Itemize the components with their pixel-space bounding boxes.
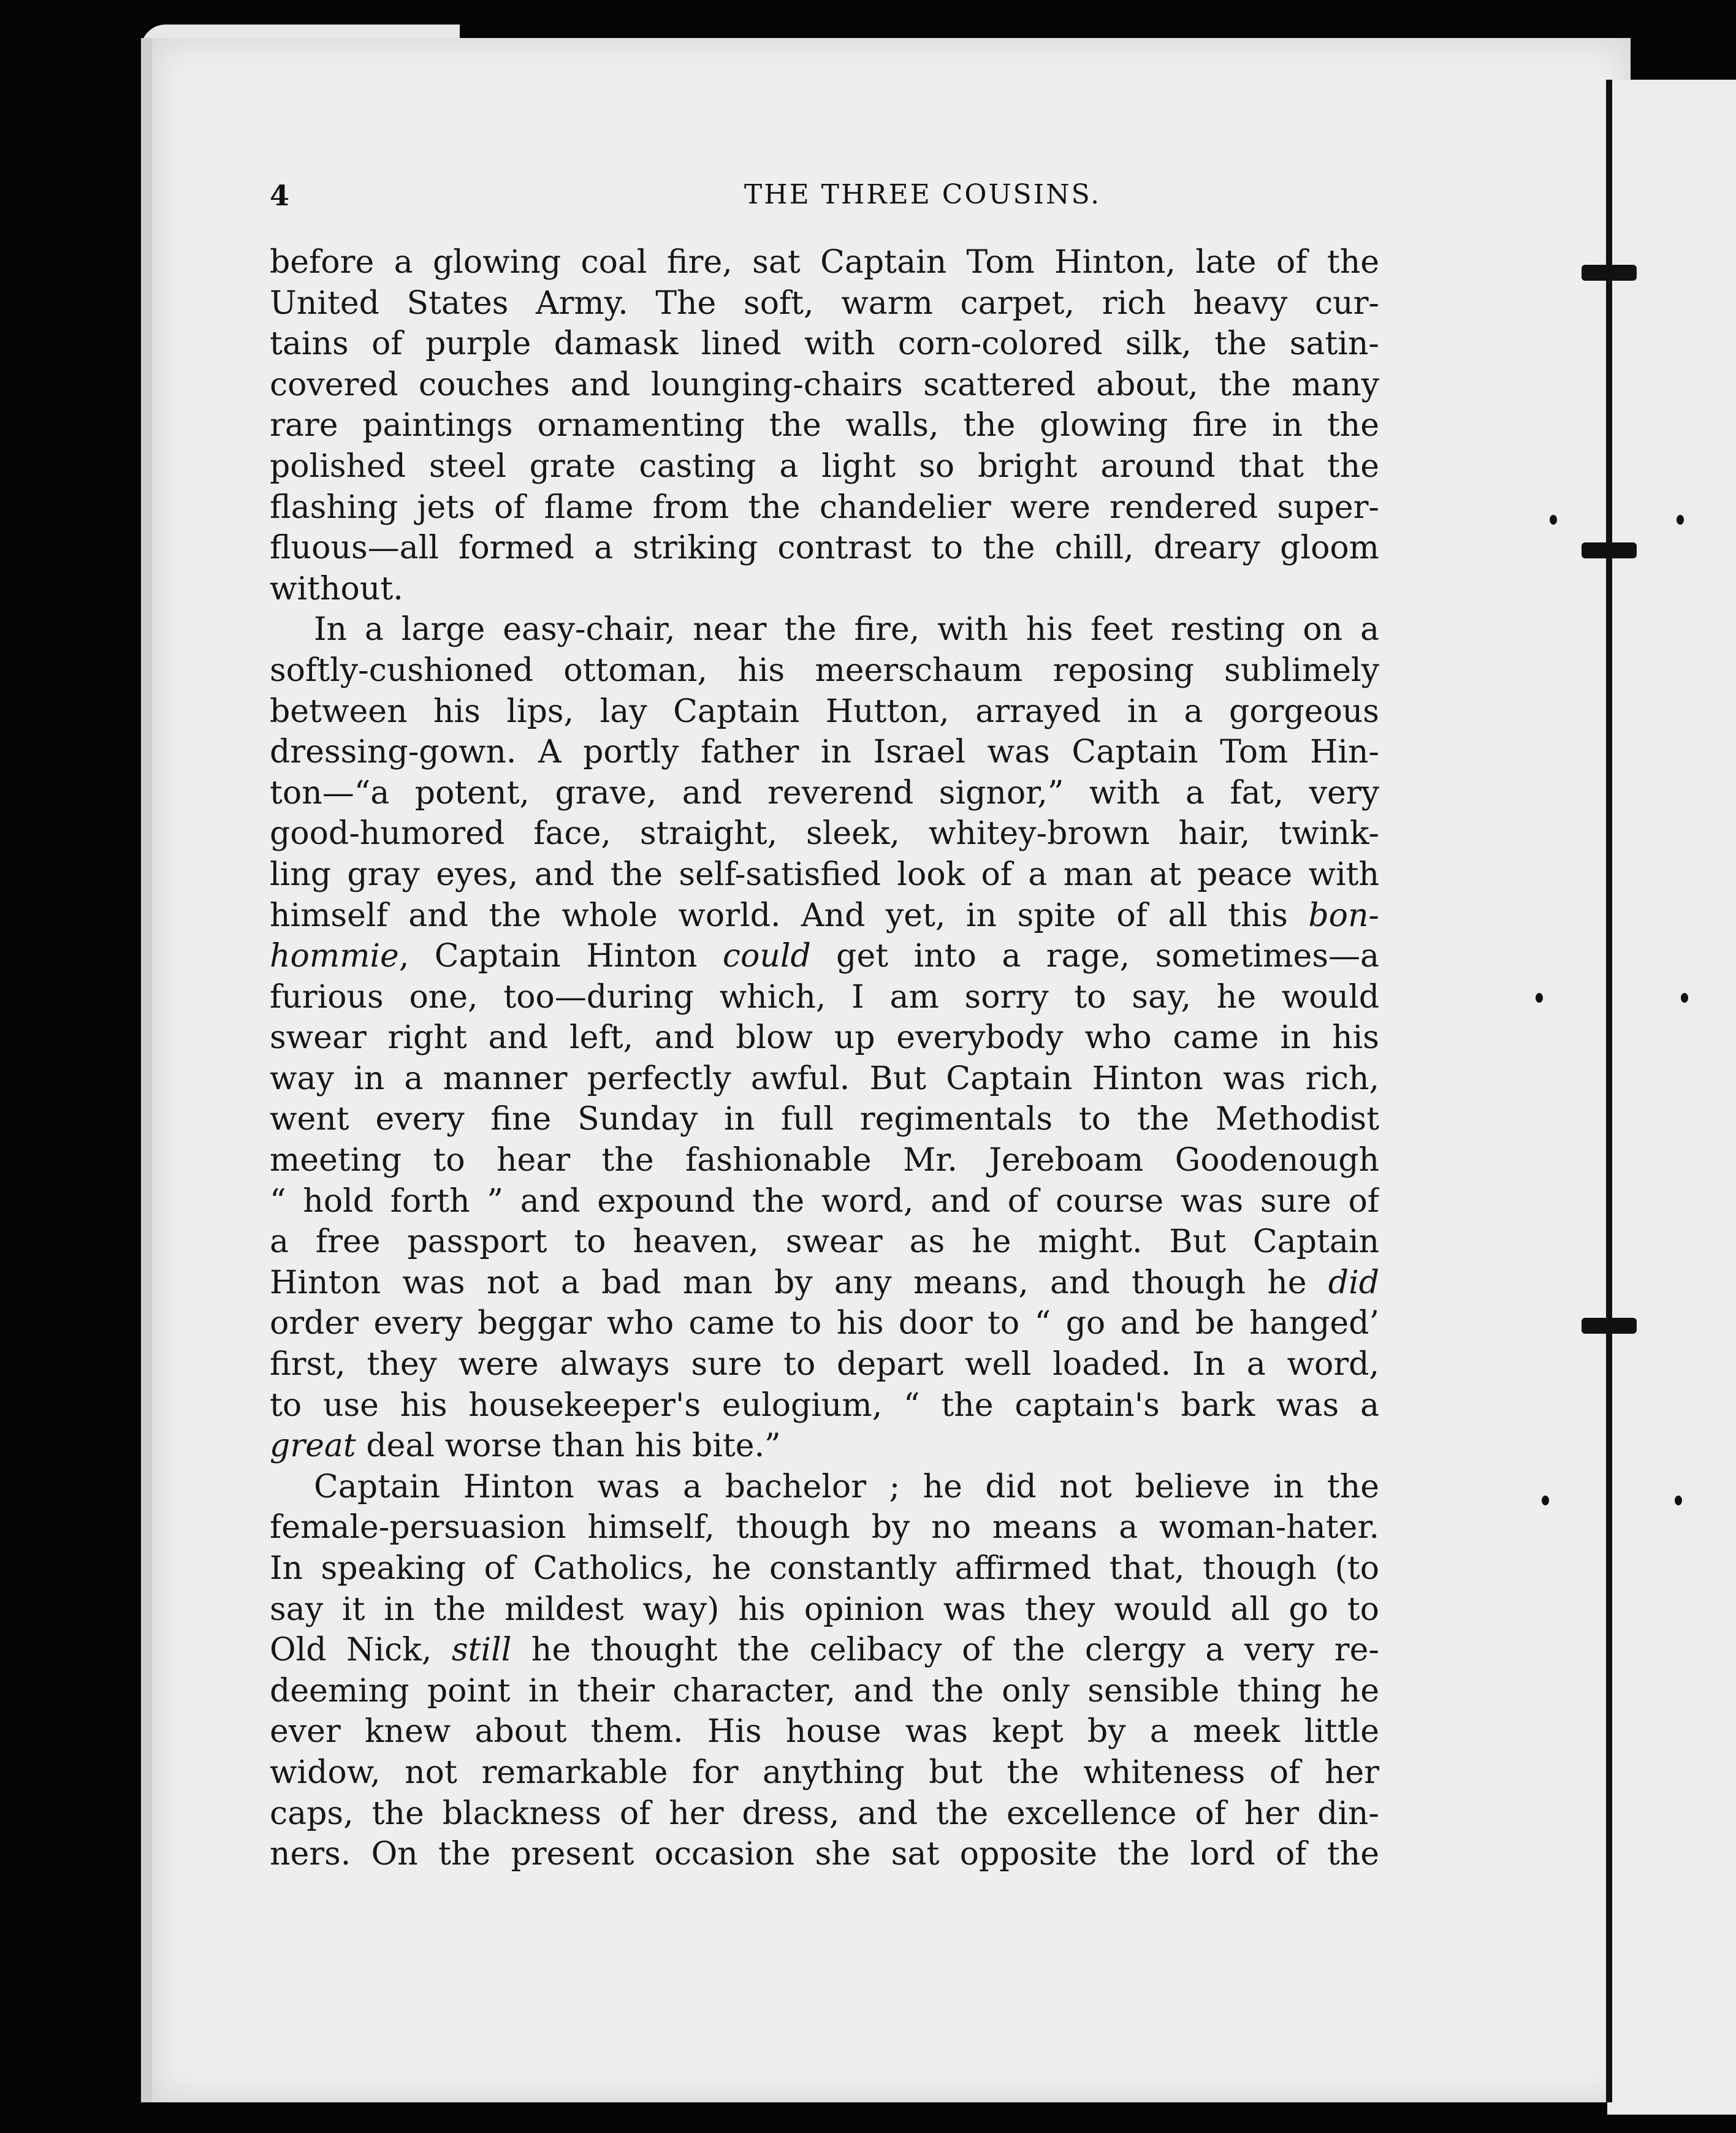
- text-line: [270, 1385, 1379, 1426]
- text-line: [270, 283, 1379, 324]
- binding-hole-mark: [1681, 993, 1688, 1003]
- text-run: Captain Hinton was a bachelor ; he did not believe in the: [314, 1468, 1379, 1505]
- text-line: [270, 1099, 1379, 1140]
- text-line: [270, 1711, 1379, 1752]
- text-run: went every fine Sunday in full regimentals to the Methodist: [270, 1101, 1379, 1138]
- text-line: [270, 1344, 1379, 1385]
- binding-hole-mark: [1536, 993, 1543, 1003]
- text-run: good-humored face, straight, sleek, whitey-brown hair, twink-: [270, 815, 1379, 853]
- text-line: [270, 691, 1379, 732]
- adjacent-page-edge: [1607, 80, 1736, 2115]
- text-line: [270, 1793, 1379, 1835]
- text-run: , Captain Hinton: [398, 938, 723, 975]
- text-run: without.: [270, 570, 403, 607]
- binding-clip-3: [1582, 1318, 1637, 1334]
- text-run: “ hold forth ” and expound the word, and of course was sure of: [270, 1182, 1379, 1220]
- text-run: ners. On the present occasion she sat opposite the lord of the: [270, 1836, 1379, 1873]
- text-run: Hinton was not a bad man by any means, and though he: [270, 1264, 1328, 1301]
- text-line: [270, 1140, 1379, 1181]
- text-run: rare paintings ornamenting the walls, the glowing fire in the: [270, 407, 1379, 444]
- text-run: deeming point in their character, and the only sensible thing he: [270, 1672, 1379, 1709]
- text-line: [270, 1263, 1379, 1304]
- text-line: [270, 242, 1379, 283]
- text-line: [270, 1303, 1379, 1344]
- text-line: [270, 854, 1379, 895]
- binding-hole-mark: [1550, 515, 1557, 525]
- italic-word: bon-: [1308, 897, 1379, 934]
- text-run: first, they were always sure to depart well loaded. In a word,: [270, 1346, 1379, 1383]
- text-line: [270, 1017, 1379, 1059]
- binding-clip-1: [1582, 265, 1637, 281]
- binding-clip-2: [1582, 542, 1637, 558]
- text-run: get into a rage, sometimes—a: [810, 938, 1379, 975]
- text-run: between his lips, lay Captain Hutton, arrayed in a gorgeous: [270, 693, 1379, 730]
- text-line: [270, 1426, 1379, 1467]
- italic-word: did: [1328, 1264, 1379, 1301]
- text-run: covered couches and lounging-chairs scattered about, the many: [270, 366, 1379, 403]
- text-run: softly-cushioned ottoman, his meerschaum reposing sublimely: [270, 652, 1379, 689]
- text-line: [270, 1467, 1379, 1508]
- italic-word: great: [270, 1428, 356, 1465]
- text-run: polished steel grate casting a light so bright around that the: [270, 447, 1379, 485]
- text-line: [270, 528, 1379, 569]
- running-head: THE THREE COUSINS.: [744, 179, 1102, 210]
- text-run: dressing-gown. A portly father in Israel was Captain Tom Hin-: [270, 734, 1379, 771]
- text-line: [270, 324, 1379, 365]
- body-text: [270, 242, 1379, 1875]
- text-run: flashing jets of flame from the chandelier were rendered super-: [270, 489, 1379, 526]
- text-run: meeting to hear the fashionable Mr. Jereboam Goodenough: [270, 1142, 1379, 1179]
- page-number: 4: [270, 179, 290, 212]
- text-run: fluous—all formed a striking contrast to the chill, dreary gloom: [270, 530, 1379, 567]
- text-line: [270, 1222, 1379, 1263]
- binding-gutter: [1606, 80, 1612, 2102]
- text-run: In a large easy-chair, near the fire, with his feet resting on a: [314, 611, 1379, 648]
- text-line: [270, 446, 1379, 487]
- text-run: order every beggar who came to his door to “ go and be hanged’: [270, 1305, 1379, 1342]
- italic-word: still: [451, 1632, 512, 1669]
- text-run: ton—“a potent, grave, and reverend signor,” with a fat, very: [270, 774, 1379, 812]
- text-line: [270, 977, 1379, 1018]
- binding-hole-mark: [1677, 515, 1684, 525]
- text-line: [270, 1059, 1379, 1100]
- text-run: Old Nick,: [270, 1632, 452, 1669]
- text-line: [270, 405, 1379, 446]
- text-line: [270, 895, 1379, 937]
- text-line: [270, 487, 1379, 528]
- text-run: swear right and left, and blow up everybody who came in his: [270, 1019, 1379, 1057]
- italic-word: hommie: [270, 938, 399, 975]
- text-line: [270, 609, 1379, 650]
- text-line: [270, 1834, 1379, 1875]
- text-line: [270, 1671, 1379, 1712]
- text-run: In speaking of Catholics, he constantly affirmed that, though (to: [270, 1550, 1379, 1587]
- text-line: [270, 773, 1379, 814]
- text-run: deal worse than his bite.”: [356, 1428, 781, 1465]
- text-run: ling gray eyes, and the self-satisfied look of a man at peace with: [270, 856, 1379, 893]
- text-line: [270, 1630, 1379, 1671]
- text-run: he thought the celibacy of the clergy a very re-: [511, 1632, 1379, 1669]
- text-line: [270, 365, 1379, 406]
- text-line: [270, 1589, 1379, 1630]
- italic-word: could: [722, 938, 811, 975]
- text-line: [270, 1507, 1379, 1548]
- binding-hole-mark: [1542, 1496, 1549, 1505]
- binding-hole-mark: [1675, 1496, 1682, 1505]
- text-run: say it in the mildest way) his opinion was they would all go to: [270, 1591, 1379, 1628]
- text-line: [270, 1752, 1379, 1793]
- text-run: widow, not remarkable for anything but the whiteness of her: [270, 1754, 1379, 1791]
- text-run: before a glowing coal fire, sat Captain Tom Hinton, late of the: [270, 244, 1379, 281]
- text-run: way in a manner perfectly awful. But Captain Hinton was rich,: [270, 1060, 1379, 1097]
- text-run: himself and the whole world. And yet, in spite of all this: [270, 897, 1309, 934]
- text-run: ever knew about them. His house was kept by a meek little: [270, 1713, 1379, 1751]
- text-line: [270, 936, 1379, 977]
- text-line: [270, 732, 1379, 773]
- text-line: [270, 650, 1379, 691]
- text-run: caps, the blackness of her dress, and the excellence of her din-: [270, 1795, 1379, 1832]
- text-run: United States Army. The soft, warm carpet, rich heavy cur-: [270, 284, 1379, 322]
- text-run: to use his housekeeper's eulogium, “ the captain's bark was a: [270, 1386, 1379, 1424]
- text-line: [270, 813, 1379, 854]
- text-run: furious one, too—during which, I am sorry to say, he would: [270, 978, 1379, 1016]
- page-header: [270, 179, 1575, 216]
- text-line: [270, 1181, 1379, 1222]
- text-run: female-persuasion himself, though by no means a woman-hater.: [270, 1509, 1379, 1546]
- text-run: a free passport to heaven, swear as he might. But Captain: [270, 1223, 1379, 1261]
- text-line: [270, 569, 1379, 610]
- text-line: [270, 1548, 1379, 1589]
- text-run: tains of purple damask lined with corn-colored silk, the satin-: [270, 325, 1379, 363]
